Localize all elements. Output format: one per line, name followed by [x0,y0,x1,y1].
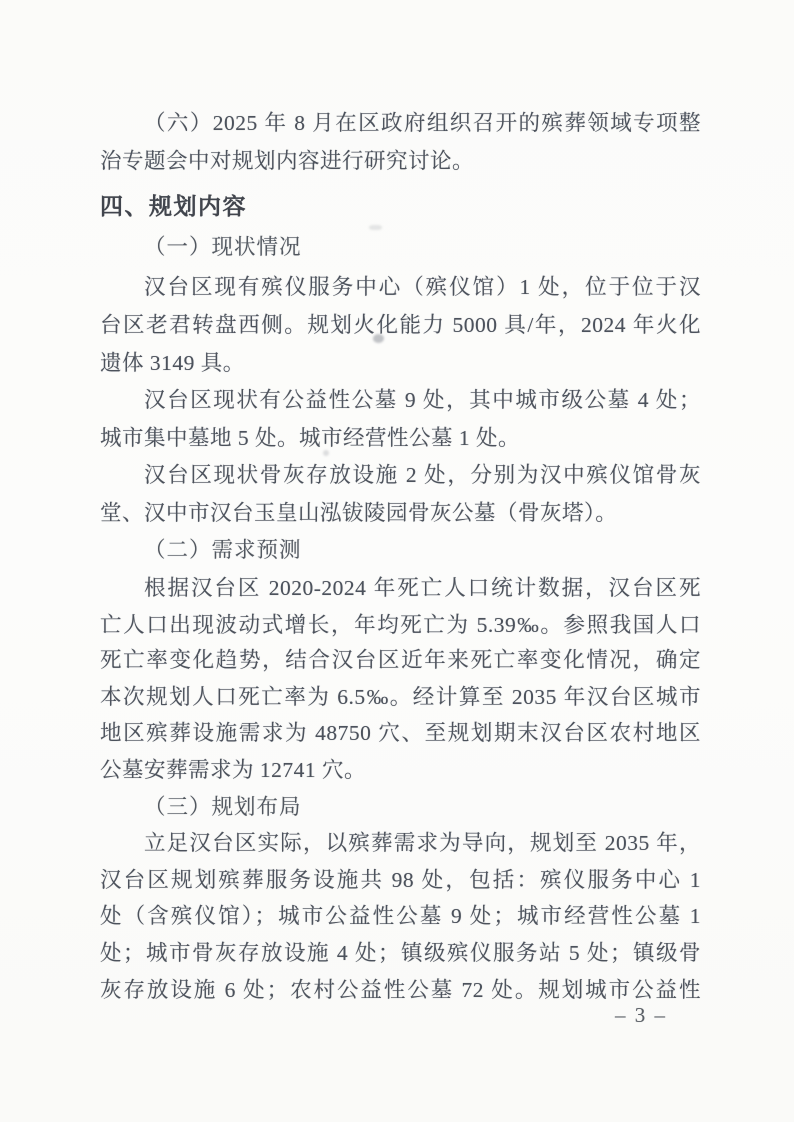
text-line: 汉台区规划殡葬服务设施共 98 处，包括：殡仪服务中心 1 [100,868,701,892]
text-line: 处；城市骨灰存放设施 4 处；镇级殡仪服务站 5 处；镇级骨 [100,941,701,965]
text-line: 亡人口出现波动式增长，年均死亡为 5.39‰。参照我国人口 [100,613,701,637]
text-line: 本次规划人口死亡率为 6.5‰。经计算至 2035 年汉台区城市 [100,685,701,709]
text-line: 公墓安葬需求为 12741 穴。 [100,758,367,782]
text-line: 汉台区现状骨灰存放设施 2 处，分别为汉中殡仪馆骨灰 [144,463,701,487]
text-line: 汉台区现状有公益性公墓 9 处，其中城市级公墓 4 处； [144,388,701,412]
section-heading: 四、规划内容 [100,193,247,219]
scan-smudge [373,334,384,343]
text-line: 根据汉台区 2020-2024 年死亡人口统计数据，汉台区死 [144,576,701,600]
text-line: 治专题会中对规划内容进行研究讨论。 [100,149,475,173]
text-line: 台区老君转盘西侧。规划火化能力 5000 具/年，2024 年火化 [100,313,701,337]
subsection-heading: （二）需求预测 [144,538,302,562]
text-line: （六）2025 年 8 月在区政府组织召开的殡葬领域专项整 [144,111,701,135]
subsection-heading: （三）规划布局 [144,795,302,819]
subsection-heading: （一）现状情况 [144,235,302,259]
text-line: 死亡率变化趋势，结合汉台区近年来死亡率变化情况，确定 [100,648,701,672]
text-line: 城市集中墓地 5 处。城市经营性公墓 1 处。 [100,426,521,450]
text-line: 立足汉台区实际，以殡葬需求为导向，规划至 2035 年， [144,831,701,855]
text-line: 地区殡葬设施需求为 48750 穴、至规划期末汉台区农村地区 [100,721,701,745]
scan-smudge [369,225,382,230]
text-line: 汉台区现有殡仪服务中心（殡仪馆）1 处，位于位于汉 [144,275,701,299]
text-line: 处（含殡仪馆）；城市公益性公墓 9 处；城市经营性公墓 1 [100,904,701,928]
page-number: – 3 – [615,1003,667,1027]
scan-smudge [323,450,329,456]
text-line: 灰存放设施 6 处；农村公益性公墓 72 处。规划城市公益性 [100,978,701,1002]
text-line: 堂、汉中市汉台玉皇山泓钹陵园骨灰公墓（骨灰塔）。 [100,501,618,525]
text-line: 遗体 3149 具。 [100,351,245,375]
